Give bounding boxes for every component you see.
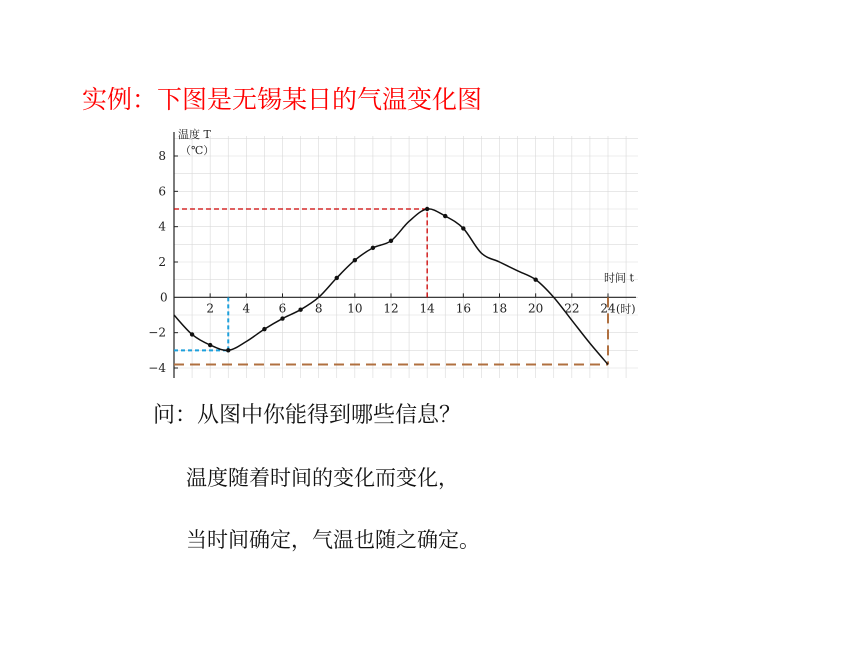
data-point — [262, 327, 266, 331]
slide-title: 实例：下图是无锡某日的气温变化图 — [82, 85, 483, 114]
temperature-chart — [140, 124, 650, 380]
axes — [174, 132, 636, 378]
data-point — [226, 348, 230, 352]
y-tick-label: 2 — [158, 255, 166, 269]
x-tick-label: 22 — [564, 301, 580, 316]
x-tick-label: 16 — [455, 301, 471, 316]
x-tick-label: 18 — [491, 301, 508, 316]
x-tick-label: 8 — [314, 301, 323, 316]
y-tick-label: −4 — [148, 361, 166, 375]
x-tick-label: 4 — [242, 301, 251, 316]
x-tick-label: 10 — [347, 301, 363, 316]
data-point — [298, 308, 302, 312]
answer-line-2: 当时间确定，气温也随之确定。 — [186, 528, 480, 552]
x-axis-unit: (时) — [616, 302, 636, 316]
x-axis-label: 时间 t — [604, 271, 634, 285]
y-axis-unit: （℃） — [180, 144, 215, 157]
y-tick-label: 4 — [158, 219, 166, 234]
data-point — [335, 276, 339, 280]
x-tick-label: 12 — [383, 301, 399, 316]
data-point — [208, 343, 212, 347]
x-tick-label: 2 — [206, 301, 214, 316]
origin-label: 0 — [160, 290, 168, 305]
y-tick-label: 8 — [158, 149, 166, 163]
data-point — [353, 258, 357, 262]
y-axis-label: 温度 T — [178, 128, 211, 141]
question-text: 问：从图中你能得到哪些信息？ — [153, 403, 462, 428]
data-point — [425, 207, 429, 211]
x-tick-label: 6 — [278, 301, 287, 316]
chart-svg — [140, 124, 650, 380]
data-point — [461, 226, 465, 230]
y-tick-label: −2 — [148, 325, 166, 340]
data-point — [389, 239, 393, 243]
y-tick-label: 6 — [158, 184, 166, 199]
data-point — [443, 214, 447, 218]
data-point — [533, 277, 537, 281]
answer-line-1: 温度随着时间的变化而变化， — [186, 466, 459, 490]
data-point — [190, 332, 194, 336]
grid — [174, 136, 638, 378]
x-tick-label: 20 — [528, 301, 544, 316]
x-tick-label: 14 — [419, 301, 435, 316]
data-point — [371, 246, 375, 250]
data-point — [280, 316, 284, 320]
x-tick-label: 24 — [600, 301, 616, 316]
